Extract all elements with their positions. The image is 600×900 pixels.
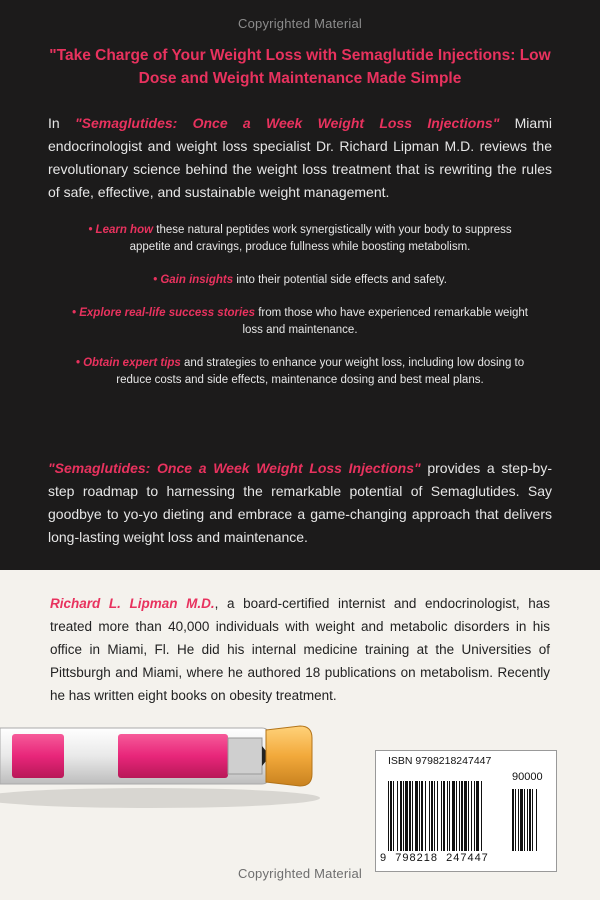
- intro-book-title: "Semaglutides: Once a Week Weight Loss Injections": [74, 115, 500, 131]
- barcode-bar: [434, 781, 435, 851]
- barcode-bar: [390, 781, 392, 851]
- barcode-bar: [419, 781, 420, 851]
- barcode-price-bar: [524, 789, 525, 851]
- barcode-digit-lead: 9: [380, 852, 388, 864]
- barcode-bar: [412, 781, 413, 851]
- barcode-price-bar: [512, 789, 514, 851]
- bullet-gain-insights: [70, 272, 530, 289]
- barcode-price-bar: [515, 789, 516, 851]
- barcode-price-bar: [518, 789, 519, 851]
- barcode-bar: [403, 781, 404, 851]
- barcode-bar: [415, 781, 418, 851]
- outro-paragraph: [48, 457, 552, 549]
- barcode-bar: [447, 781, 448, 851]
- bullet-text: these natural peptides work synergistically with your body to suppress appetite and cravings, produce fullness while boosting metabolism.: [129, 224, 512, 253]
- barcode-price-bar: [527, 789, 528, 851]
- bullet-text: from those who have experienced remarkable weight loss and maintenance.: [242, 307, 528, 336]
- barcode-bar: [456, 781, 457, 851]
- outro-body: provides a step-by-step roadmap to harnessing the remarkable potential of Semaglutides. Say goodbye to yo-yo dieting and embrace a game-changing approach that delivers long-lasting weight loss and maintenance.: [48, 460, 552, 545]
- barcode-bar: [393, 781, 394, 851]
- headline: "Take Charge of Your Weight Loss with Semaglutide Injections: Low Dose and Weight Maintenance Made Simple: [49, 47, 551, 87]
- barcode-bar: [452, 781, 455, 851]
- bullet-lead: • Obtain expert tips: [75, 357, 181, 369]
- barcode-bar: [461, 781, 463, 851]
- barcode-bar: [474, 781, 475, 851]
- back-cover-light-panel: [0, 570, 600, 900]
- barcode-bar: [421, 781, 423, 851]
- barcode-bar: [405, 781, 408, 851]
- barcode-bar: [409, 781, 411, 851]
- price-code: 90000: [512, 771, 543, 783]
- barcode-bar: [437, 781, 438, 851]
- barcode-bar: [464, 781, 467, 851]
- author-bio-body: , a board-certified internist and endocrinologist, has treated more than 40,000 individuals with weight and metabolic disorders in his office in Miami, Fl. He did his internal medicine training at the Universities of Pittsburgh and Miami, where he authored 18 publications on metabolism. Recently he has written eight books on obesity treatment.: [50, 596, 550, 703]
- intro-prefix: In: [48, 115, 75, 131]
- barcode-bar: [441, 781, 442, 851]
- watermark-top: Copyrighted Material: [238, 16, 362, 31]
- barcode-digits: [380, 852, 489, 864]
- barcode-bar: [431, 781, 433, 851]
- intro-paragraph: [48, 112, 552, 204]
- barcode-bar: [471, 781, 472, 851]
- barcode-price-bar: [536, 789, 537, 851]
- isbn-label: ISBN 9798218247447: [388, 755, 492, 767]
- isbn-barcode: [375, 750, 557, 872]
- barcode-bar: [429, 781, 430, 851]
- barcode-bar: [397, 781, 398, 851]
- barcode-bar: [400, 781, 402, 851]
- barcode-digits-group2: 247447: [446, 852, 489, 864]
- feature-bullets: [70, 222, 530, 405]
- outro-book-title: "Semaglutides: Once a Week Weight Loss Injections": [48, 460, 421, 476]
- bullet-lead: • Explore real-life success stories: [72, 307, 256, 319]
- injection-pen-image: [0, 710, 320, 820]
- bullet-success-stories: [70, 305, 530, 339]
- bullet-lead: • Learn how: [88, 224, 154, 236]
- author-name: Richard L. Lipman M.D.: [50, 596, 215, 611]
- barcode-bar: [449, 781, 450, 851]
- bullet-expert-tips: [70, 355, 530, 389]
- bullet-text: and strategies to enhance your weight loss, including low dosing to reduce costs and side effects, maintenance dosing and best meal plans.: [116, 357, 525, 386]
- author-bio: [50, 592, 550, 707]
- barcode-price-bar: [529, 789, 531, 851]
- bullet-learn-how: [70, 222, 530, 256]
- barcode-bar: [468, 781, 469, 851]
- watermark-bottom: Copyrighted Material: [238, 866, 362, 881]
- barcode-bar: [476, 781, 479, 851]
- barcode-bar: [425, 781, 426, 851]
- barcode-bars: [388, 769, 548, 855]
- intro-body: Miami endocrinologist and weight loss specialist Dr. Richard Lipman M.D. reviews the revolutionary science behind the weight loss treatment that is rewriting the rules of safe, effective, and sustainable weight management.: [48, 115, 552, 200]
- bullet-text: into their potential side effects and safety.: [233, 274, 447, 286]
- barcode-bar: [388, 781, 389, 851]
- barcode-digits-group1: 798218: [395, 852, 438, 864]
- barcode-price-bar: [520, 789, 523, 851]
- barcode-price-bar: [532, 789, 533, 851]
- barcode-bar: [481, 781, 482, 851]
- barcode-bar: [443, 781, 445, 851]
- barcode-bar: [459, 781, 460, 851]
- bullet-lead: • Gain insights: [153, 274, 234, 286]
